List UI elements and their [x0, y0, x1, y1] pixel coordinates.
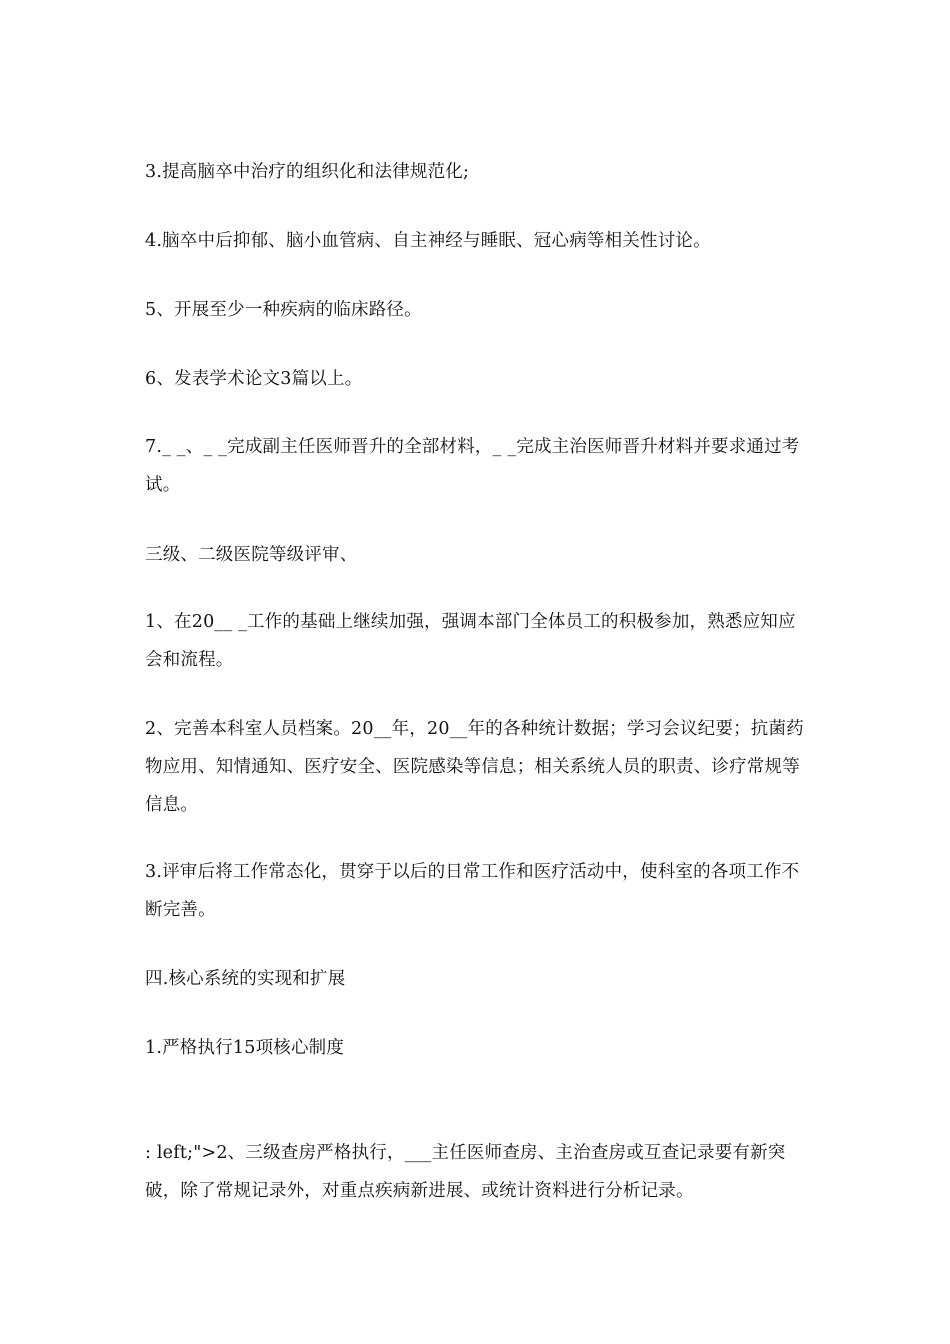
paragraph-goal-3: 3.提高脑卒中治疗的组织化和法律规范化; [145, 162, 470, 182]
paragraph-review-2: 2、完善本科室人员档案。20__年，20__年的各种统计数据；学习会议纪要；抗菌药物应用、知情通知、医疗安全、医院感染等信息；相关系统人员的职责、诊疗常规等信息。 [145, 719, 804, 815]
paragraph-core-2: : left;">2、三级查房严格执行，___主任医师查房、主治查房或互查记录要有新突破，除了常规记录外，对重点疾病新进展、或统计资料进行分析记录。 [145, 1143, 786, 1201]
paragraph-review-1: 1、在20__ _工作的基础上继续加强，强调本部门全体员工的积极参加，熟悉应知应会和流程。 [145, 612, 796, 670]
paragraph-core-1: 1.严格执行15项核心制度 [145, 1038, 345, 1058]
paragraph-goal-6: 6、发表学术论文3篇以上。 [145, 369, 363, 389]
paragraph-review-3: 3.评审后将工作常态化，贯穿于以后的日常工作和医疗活动中，使科室的各项工作不断完善。 [145, 862, 800, 920]
paragraph-goal-5: 5、开展至少一种疾病的临床路径。 [145, 300, 422, 320]
section-heading-core-system: 四.核心系统的实现和扩展 [145, 969, 346, 989]
section-heading-hospital-review: 三级、二级医院等级评审、 [145, 545, 358, 565]
paragraph-goal-7: 7._ _、_ _完成副主任医师晋升的全部材料，_ _完成主治医师晋升材料并要求通过考试。 [145, 437, 800, 495]
paragraph-goal-4: 4.脑卒中后抑郁、脑小血管病、自主神经与睡眠、冠心病等相关性讨论。 [145, 231, 711, 251]
